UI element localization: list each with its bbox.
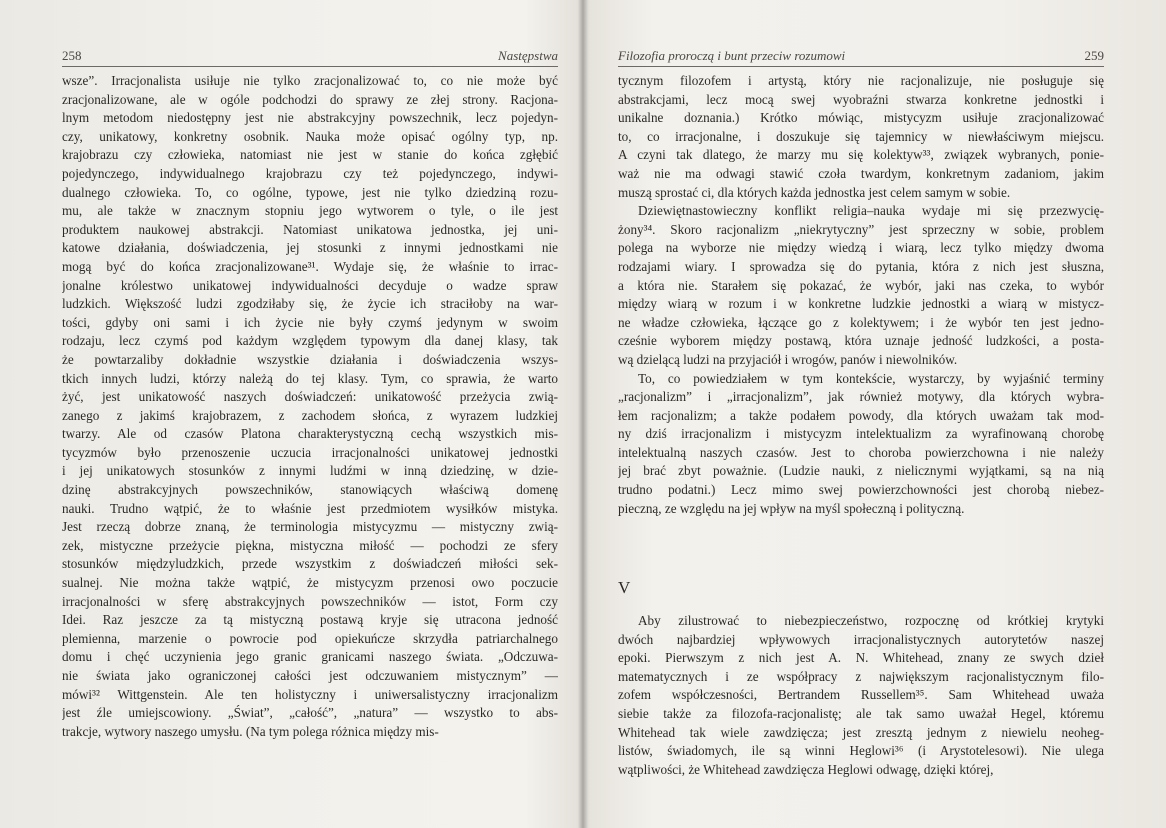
text-line: „racjonalizm” i „irracjonalizm”, jak również motywy, dla których wybra-	[618, 389, 1104, 405]
text-line: zracjonalizowane, ale w ogóle podchodzi do sprawy ze złej strony. Racjona-	[62, 91, 558, 107]
text-line: a która nie. Starałem się pokazać, że wybór, jaki nas czeka, to wybór	[618, 277, 1104, 293]
text-line: tości, gdyby oni sami i ich życie nie były czymś jedynym w swoim	[62, 314, 558, 330]
text-line: trudno podatni.) Lecz mimo swej powierzchowności jest chorobą niebez-	[618, 482, 1104, 498]
text-line: unikalne doznania.) Krótko mówiąc, mistycyzm usiłuje zracjonalizować	[618, 110, 1104, 126]
text-line: To, co powiedziałem w tym kontekście, wystarczy, by wyjaśnić terminy	[638, 370, 1104, 386]
text-line: twarzy. Ale od czasów Platona charakterystyczną cechą wszystkich mis-	[62, 426, 558, 442]
left-page-body	[62, 72, 558, 741]
left-page-header	[62, 46, 558, 67]
text-line: Dziewiętnastowieczny konflikt religia–nauka wydaje mi się przezwycię-	[638, 203, 1104, 219]
text-line: że powtarzaliby dokładnie wszystkie działania i doświadczenia wszys-	[62, 351, 558, 367]
right-page-body-bottom	[618, 612, 1104, 779]
text-line: plemienna, marzenie o powrocie pod opiekuńcze skrzydła patriarchalnego	[62, 630, 558, 646]
left-page	[0, 0, 578, 828]
text-line: Idei. Raz jeszcze za tą mistyczną postawą kryje się utracona jedność	[62, 612, 558, 628]
text-line: nauki. Trudno wątpić, że to właśnie jest przedmiotem wysiłków mistyka.	[62, 500, 558, 516]
text-line: tkich innych ludzi, którzy należą do tej klasy. Tym, co sprawia, że warto	[62, 370, 558, 386]
section-heading: V	[618, 578, 632, 597]
text-line: ludzkich. Większość ludzi zgodziłaby się, że życie ich straciłoby na war-	[62, 296, 558, 312]
text-line: stosunków międzyludzkich, przede wszystkim z doświadczeń miłości sek-	[62, 556, 558, 572]
text-line: ne władze człowieka, łączące go z kolektywem; i że wybór ten jest jedno-	[618, 314, 1104, 330]
text-line: rodzaju, lecz czymś pod każdym względem typowym dla danej klasy, tak	[62, 333, 558, 349]
text-line: ny dziś irracjonalizm i mistycyzm intelektualizm za wyrafinowaną chorobę	[618, 426, 1104, 442]
text-line: jej brać zbyt poważnie. (Ludzie nauki, z nielicznymi wyjątkami, są na nią	[618, 463, 1104, 479]
text-line: polega na wyborze nie między wiedzą i wiarą, lecz tylko między dwoma	[618, 240, 1104, 256]
text-line: pojedynczego, indywidualnego krajobrazu czy też pojedynczego, indywi-	[62, 165, 558, 181]
right-page-body-top	[618, 72, 1104, 518]
text-line: mu, ale także w znacznym stopniu jego wytworem o tyle, o ile jest	[62, 203, 558, 219]
text-line: tycyzmów było przenoszenie uczucia irracjonalności unikatowej jednostki	[62, 444, 558, 460]
text-line: to, co irracjonalne, i doszukuje się tajemnicy w niewłaściwym miejscu.	[618, 128, 1104, 144]
text-line: domu i chęć uczynienia jego granic granicami naszego świata. „Odczuwa-	[62, 649, 558, 665]
text-line: pieczną, ze względu na jej wpływ na myśl społeczną i polityczną.	[618, 500, 965, 516]
text-line: tycznym filozofem i artystą, który nie racjonalizuje, nie posługuje się	[618, 73, 1104, 88]
text-line: waż nie ma odwagi stawić czoła twardym, konkretnym zadaniom, jakim	[618, 165, 1104, 181]
text-line: zek, mistyczne przeżycie piękna, mistyczna miłość — pochodzi ze sfery	[62, 537, 558, 553]
right-page	[588, 0, 1166, 828]
text-line: jest źle umiejscowiony. „Świat”, „całość”, „natura” — wszystko to abs-	[62, 705, 558, 721]
text-line: nie świata jako ograniczonej całości jest odczuwaniem mistycznym” —	[62, 668, 558, 683]
right-running-title: Filozofia proroczą i bunt przeciw rozumowi	[618, 48, 846, 63]
text-line: epoki. Pierwszym z nich jest A. N. Whitehead, znany ze swych dzieł	[618, 650, 1104, 666]
text-line: Jest rzeczą dobrze znaną, że terminologia mistycyzmu — mistyczny zwią-	[62, 519, 558, 535]
text-line: łem racjonalizm; a także podałem powody, dla których uważam tak mod-	[618, 407, 1104, 423]
left-page-number: 258	[62, 48, 82, 63]
text-line: A czyni tak dlatego, że marzy mu się kolektyw³³, związek wybranych, ponie-	[618, 147, 1104, 163]
text-line: wątpliwości, że Whitehead zawdzięcza Heglowi odwagę, dzięki której,	[618, 761, 994, 777]
text-line: lnym metodom niedostępny jest nie abstrakcyjny powszechnik, lecz pojedyn-	[62, 110, 558, 126]
text-line: dualnego człowieka. To, co ogólne, typowe, jest nie tylko dziedziną rozu-	[62, 184, 558, 200]
text-line: sualnej. Nie można także wątpić, że mistycyzm przenosi owo poczucie	[62, 575, 558, 591]
text-line: siebie także za filozofa-racjonalistę; ale tak samo uważał Hegel, któremu	[618, 705, 1104, 721]
text-line: i jej unikatowych stosunków z innymi ludźmi w inną dziedzinę, w dzie-	[62, 463, 558, 479]
book-gutter	[578, 0, 588, 828]
text-line: irracjonalności w sferę abstrakcyjnych powszechników — istot, Form czy	[62, 593, 558, 609]
text-line: jonalne królestwo unikatowej indywidualności decyduje o wadze spraw	[62, 277, 558, 293]
text-line: żyć, jest unikatowość naszych doświadczeń: unikatowość przeżycia zwią-	[62, 389, 558, 405]
text-line: intelektualną naszych czasów. Jest to choroba powierzchowna i nie należy	[618, 444, 1104, 460]
text-line: czy, unikatowy, konkretny osobnik. Nauka może opisać ogólny typ, np.	[62, 128, 558, 144]
text-line: listów, świadomych, ile są winni Heglowi³⁶ (i Arystotelesowi). Nie ulega	[618, 743, 1104, 759]
text-line: trakcje, wytwory naszego umysłu. (Na tym polega różnica między mis-	[62, 723, 439, 739]
text-line: między wiarą w rozum i w konkretne ludzkie jednostki a wiarą w mistycz-	[618, 296, 1104, 312]
text-line: krajobrazu czy człowieka, natomiast nie jest w stanie do końca zgłębić	[62, 147, 558, 163]
text-line: mogą być do końca zracjonalizowane³¹. Wydaje się, że właśnie to irrac-	[62, 258, 558, 274]
text-line: Aby zilustrować to niebezpieczeństwo, rozpocznę od krótkiej krytyki	[638, 613, 1104, 628]
text-line: abstrakcjami, lecz mocą swej wyobraźni stwarza konkretne jednostki i	[618, 91, 1104, 107]
text-line: wą dzielącą ludzi na przyjaciół i wrogów, panów i niewolników.	[618, 351, 958, 367]
text-line: matematycznych i ze współpracy z największym racjonalistycznym filo-	[618, 668, 1104, 684]
text-line: rodzajami wiary. I sprowadza się do pytania, która z nich jest słuszna,	[618, 258, 1104, 274]
text-line: produktem naukowej abstrakcji. Natomiast unikatowa jednostka, jej uni-	[62, 221, 558, 237]
text-line: katowe działania, doświadczenia, jej stosunki z innymi jednostkami nie	[62, 240, 558, 256]
text-line: mówi³² Wittgenstein. Ale ten holistyczny i uniwersalistyczny irracjonalizm	[62, 686, 558, 702]
text-line: dwóch najbardziej wpływowych irracjonalistycznych autorytetów naszej	[618, 631, 1104, 647]
right-page-number: 259	[1084, 48, 1104, 63]
text-line: dzinę abstrakcyjnych powszechników, stanowiących właściwą domenę	[62, 482, 558, 498]
text-line: zofem współczesności, Bertrandem Russellem³⁵. Sam Whitehead uważa	[618, 687, 1104, 703]
text-line: żony³⁴. Skoro racjonalizm „niekrytyczny” jest sprzeczny w sobie, problem	[618, 221, 1104, 237]
right-page-header	[618, 46, 1104, 67]
text-line: muszą sprostać ci, dla których każda jednostka jest celem samym w sobie.	[618, 184, 1011, 200]
text-line: Whitehead tak wiele zawdzięcza; jest zresztą jednym z niewielu neoheg-	[618, 724, 1104, 740]
text-line: zanego z jakimś krajobrazem, z zachodem słońca, z wyrazem ludzkiej	[62, 407, 558, 423]
text-line: cześnie wyborem między postawą, która uznaje jedność ludzkości, a posta-	[618, 333, 1104, 349]
left-running-title: Następstwa	[498, 48, 558, 63]
text-line: wsze”. Irracjonalista usiłuje nie tylko zracjonalizować to, co nie może być	[62, 73, 558, 88]
